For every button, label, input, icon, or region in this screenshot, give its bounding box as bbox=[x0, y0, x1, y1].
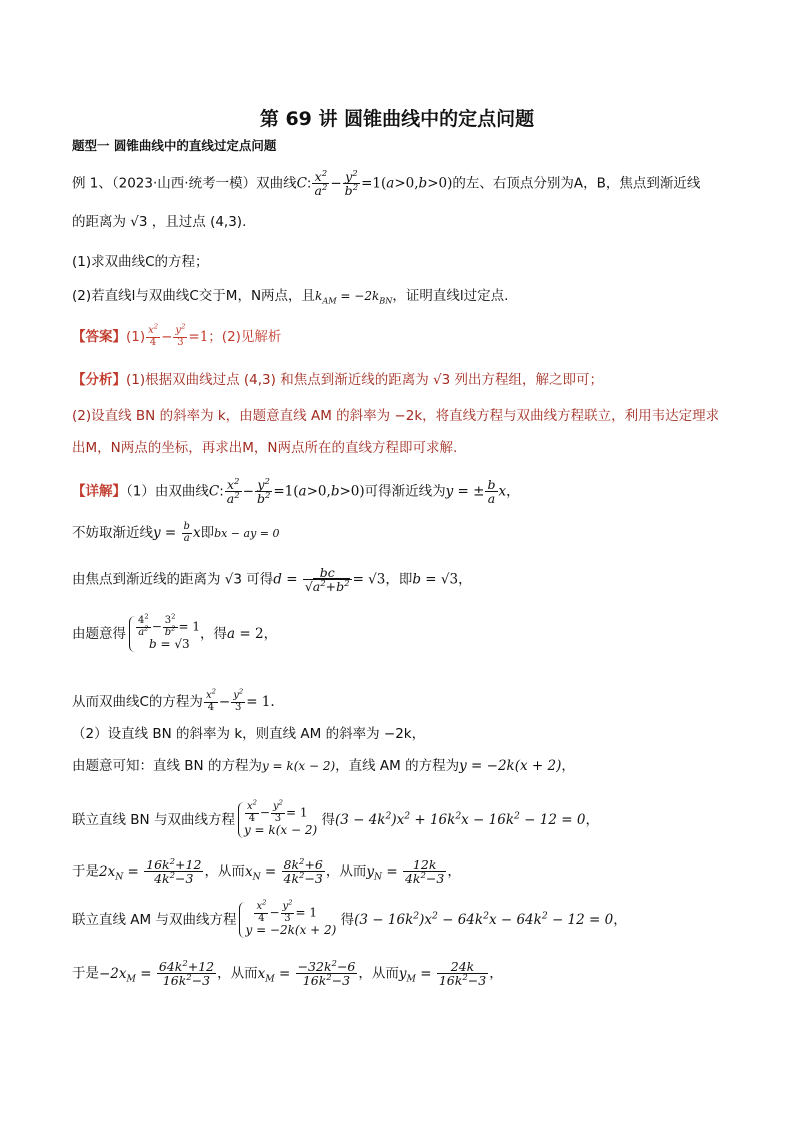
detail-s3-post: ，即 bbox=[385, 571, 413, 588]
analysis-line-3: 出M，N两点的坐标，再求出M，N两点所在的直线方程即可求解. bbox=[72, 440, 458, 456]
system-2: $\frac{x^2}{4}$ − $\frac{y^2}{3}$ = 1 y = k(x − 2) bbox=[238, 802, 317, 838]
detail-s3-pre: 由焦点到渐近线的距离为 √3 可得 bbox=[72, 571, 274, 588]
detail-line-1: 【详解】（1）由双曲线C: $\frac{x^2}{a^2}$ − $\frac{y^2}{b^2}$ =1(a>0,b>0)可得渐近线为y = ± $\frac{b}{a}$ x， bbox=[72, 476, 520, 507]
detail-s8-pre: 联立直线 BN 与双曲线方程 bbox=[72, 811, 235, 828]
page-title: 第 69 讲 圆锥曲线中的定点问题 bbox=[259, 108, 535, 130]
detail-s10-pre: 联立直线 AM 与双曲线方程 bbox=[72, 911, 237, 928]
detail-s9-mid1: ，从而 bbox=[204, 863, 245, 880]
detail-s7-pre: 由题意可知：直线 BN 的方程为 bbox=[72, 758, 262, 774]
detail-line-4: 由题意得 $\frac{4^2}{a^2}$ − $\frac{3^2}{b^2}$ = 1 b = √3 ，得a = 2， bbox=[72, 612, 278, 651]
detail-s7-mid: ，直线 AM 的方程为 bbox=[335, 758, 460, 774]
example-intro-prefix: 例 1、（2023·山西·统考一模）双曲线 bbox=[72, 175, 297, 192]
answer-label: 【答案】 bbox=[72, 329, 126, 345]
detail-s11-mid2: ，从而 bbox=[358, 965, 399, 982]
detail-line-7: 由题意可知：直线 BN 的方程为y = k(x − 2)，直线 AM 的方程为y = −2k(x + 2)， bbox=[72, 758, 575, 774]
curve-name: C bbox=[296, 175, 307, 192]
section-heading: 题型一 圆锥曲线中的直线过定点问题 bbox=[72, 138, 277, 153]
detail-s11-mid1: ，从而 bbox=[217, 965, 258, 982]
analysis-line-1 bbox=[72, 374, 603, 388]
detail-line-5: 从而双曲线C的方程为 $\frac{x^2}{4}$ − $\frac{y^2}{3}$ = 1. bbox=[72, 687, 275, 713]
yn-frac: $\frac{12k}{4k^2-3}$ bbox=[404, 857, 445, 887]
hyperbola-frac-x: $\frac{x^2}{a^2}$ bbox=[314, 168, 328, 199]
answer-frac-x: $\frac{x^2}{4}$ bbox=[148, 322, 159, 348]
hyperbola-frac-y: $\frac{y^2}{b^2}$ bbox=[344, 168, 359, 199]
detail-s2-mid: 即 bbox=[200, 525, 215, 541]
example-line-1: 例 1、（2023·山西·统考一模）双曲线C: $\frac{x^2}{a^2}$ − $\frac{y^2}{b^2}$ =1(a>0,b>0)的左、右顶点分别为A，B，焦点到渐近线 bbox=[72, 168, 701, 199]
detail-line-11: 于是$-2x_M$ = $\frac{64k^2+12}{16k^2-3}$ ，从而$x_M$ = $\frac{-32k^2-6}{16k^2-3}$ ，从而$y_M$ = $\frac{24k}{16k^2-3}$ ， bbox=[72, 958, 503, 989]
system-1: $\frac{4^2}{a^2}$ − $\frac{3^2}{b^2}$ = 1 b = √3 bbox=[129, 616, 200, 652]
slope-condition: $k_{AM} = -2k_{BN}$ bbox=[315, 289, 393, 306]
result-frac-x: $\frac{x^2}{4}$ bbox=[205, 687, 216, 713]
detail-s8-mid: 得 bbox=[321, 811, 335, 828]
detail-s9-pre: 于是 bbox=[72, 863, 99, 880]
detail-s11-pre: 于是 bbox=[72, 965, 99, 982]
analysis-text-1: (1)根据双曲线过点 (4,3) 和焦点到渐近线的距离为 √3 列出方程组，解之即可； bbox=[126, 372, 603, 388]
ym-frac: $\frac{24k}{16k^2-3}$ bbox=[438, 959, 487, 989]
detail-s10-mid: 得 bbox=[340, 911, 355, 928]
answer-frac-y: $\frac{y^2}{3}$ bbox=[175, 322, 186, 348]
xm-frac: $\frac{-32k^2-6}{16k^2-3}$ bbox=[297, 958, 356, 989]
analysis-label: 【分析】 bbox=[72, 372, 126, 388]
answer-part2: ；(2)见解析 bbox=[208, 329, 282, 345]
detail-s9-mid2: ，从而 bbox=[325, 863, 367, 880]
detail-line-3: 由焦点到渐近线的距离为 √3 可得d = $\frac{bc}{√a^2+b^2}$ = √3，即b = √3， bbox=[72, 565, 472, 595]
result-frac-y: $\frac{y^2}{3}$ bbox=[233, 687, 244, 713]
question-1: (1)求双曲线C的方程； bbox=[72, 254, 209, 270]
detail-line-2: 不妨取渐近线y = $\frac{b}{a}$ x即bx − ay = 0 bbox=[72, 521, 280, 544]
question-2-suffix: ，证明直线l过定点. bbox=[392, 288, 509, 304]
detail-s5-pre: 从而双曲线C的方程为 bbox=[72, 694, 203, 710]
question-2-prefix: (2)若直线l与双曲线C交于M，N两点，且 bbox=[72, 288, 316, 304]
detail-s4-post: ，得 bbox=[200, 625, 228, 642]
detail-frac-x: $\frac{x^2}{a^2}$ bbox=[226, 476, 240, 507]
detail-s1-post: 可得渐近线为 bbox=[364, 483, 446, 500]
detail-line-8: 联立直线 BN 与双曲线方程 $\frac{x^2}{4}$ − $\frac{y^2}{3}$ = 1 y = k(x − 2) 得$(3 - 4k^2)x^2 + 16k^2x - 16k^2 - 12 = 0$， bbox=[72, 798, 599, 837]
asymptote-frac: $\frac{b}{a}$ bbox=[487, 477, 496, 507]
detail-frac-y: $\frac{y^2}{b^2}$ bbox=[256, 476, 271, 507]
detail-s2: 不妨取渐近线 bbox=[72, 525, 153, 541]
xn-sum-frac: $\frac{16k^2+12}{4k^2-3}$ bbox=[146, 856, 202, 887]
detail-s1-pre: （1）由双曲线 bbox=[126, 483, 209, 500]
answer-line: 【答案】(1) $\frac{x^2}{4}$ − $\frac{y^2}{3}$ =1；(2)见解析 bbox=[72, 322, 282, 348]
answer-part1: (1) bbox=[126, 329, 146, 345]
question-2 bbox=[72, 290, 508, 304]
detail-label: 【详解】 bbox=[72, 483, 126, 500]
xn-frac: $\frac{8k^2+6}{4k^2-3}$ bbox=[283, 856, 323, 887]
distance-frac: $\frac{bc}{√a^2+b^2}$ bbox=[304, 565, 350, 595]
xm-sum-frac: $\frac{64k^2+12}{16k^2-3}$ bbox=[158, 958, 215, 989]
detail-s4-pre: 由题意得 bbox=[72, 625, 126, 642]
detail-line-6: （2）设直线 BN 的斜率为 k，则直线 AM 的斜率为 −2k， bbox=[72, 726, 426, 742]
analysis-line-2: (2)设直线 BN 的斜率为 k，由题意直线 AM 的斜率为 −2k，将直线方程与双曲线方程联立，利用韦达定理求 bbox=[72, 408, 720, 424]
detail-line-10: 联立直线 AM 与双曲线方程 $\frac{x^2}{4}$ − $\frac{y^2}{3}$ = 1 y = −2k(x + 2) 得$(3 - 16k^2)x^2 - 64k^2x - 64k^2 - 12 = 0$， bbox=[72, 898, 627, 937]
asymptote-frac-2: $\frac{b}{a}$ bbox=[183, 521, 190, 544]
example-line-2: 的距离为 √3 ，且过点 (4,3). bbox=[72, 214, 247, 230]
detail-line-9: 于是$2x_N$ = $\frac{16k^2+12}{4k^2-3}$ ，从而$x_N$ = $\frac{8k^2+6}{4k^2-3}$ ，从而$y_N$ = $\frac{12k}{4k^2-3}$ ， bbox=[72, 856, 461, 887]
example-intro-suffix: 的左、右顶点分别为A，B，焦点到渐近线 bbox=[452, 175, 701, 192]
system-3: $\frac{x^2}{4}$ − $\frac{y^2}{3}$ = 1 y = −2k(x + 2) bbox=[239, 902, 336, 938]
